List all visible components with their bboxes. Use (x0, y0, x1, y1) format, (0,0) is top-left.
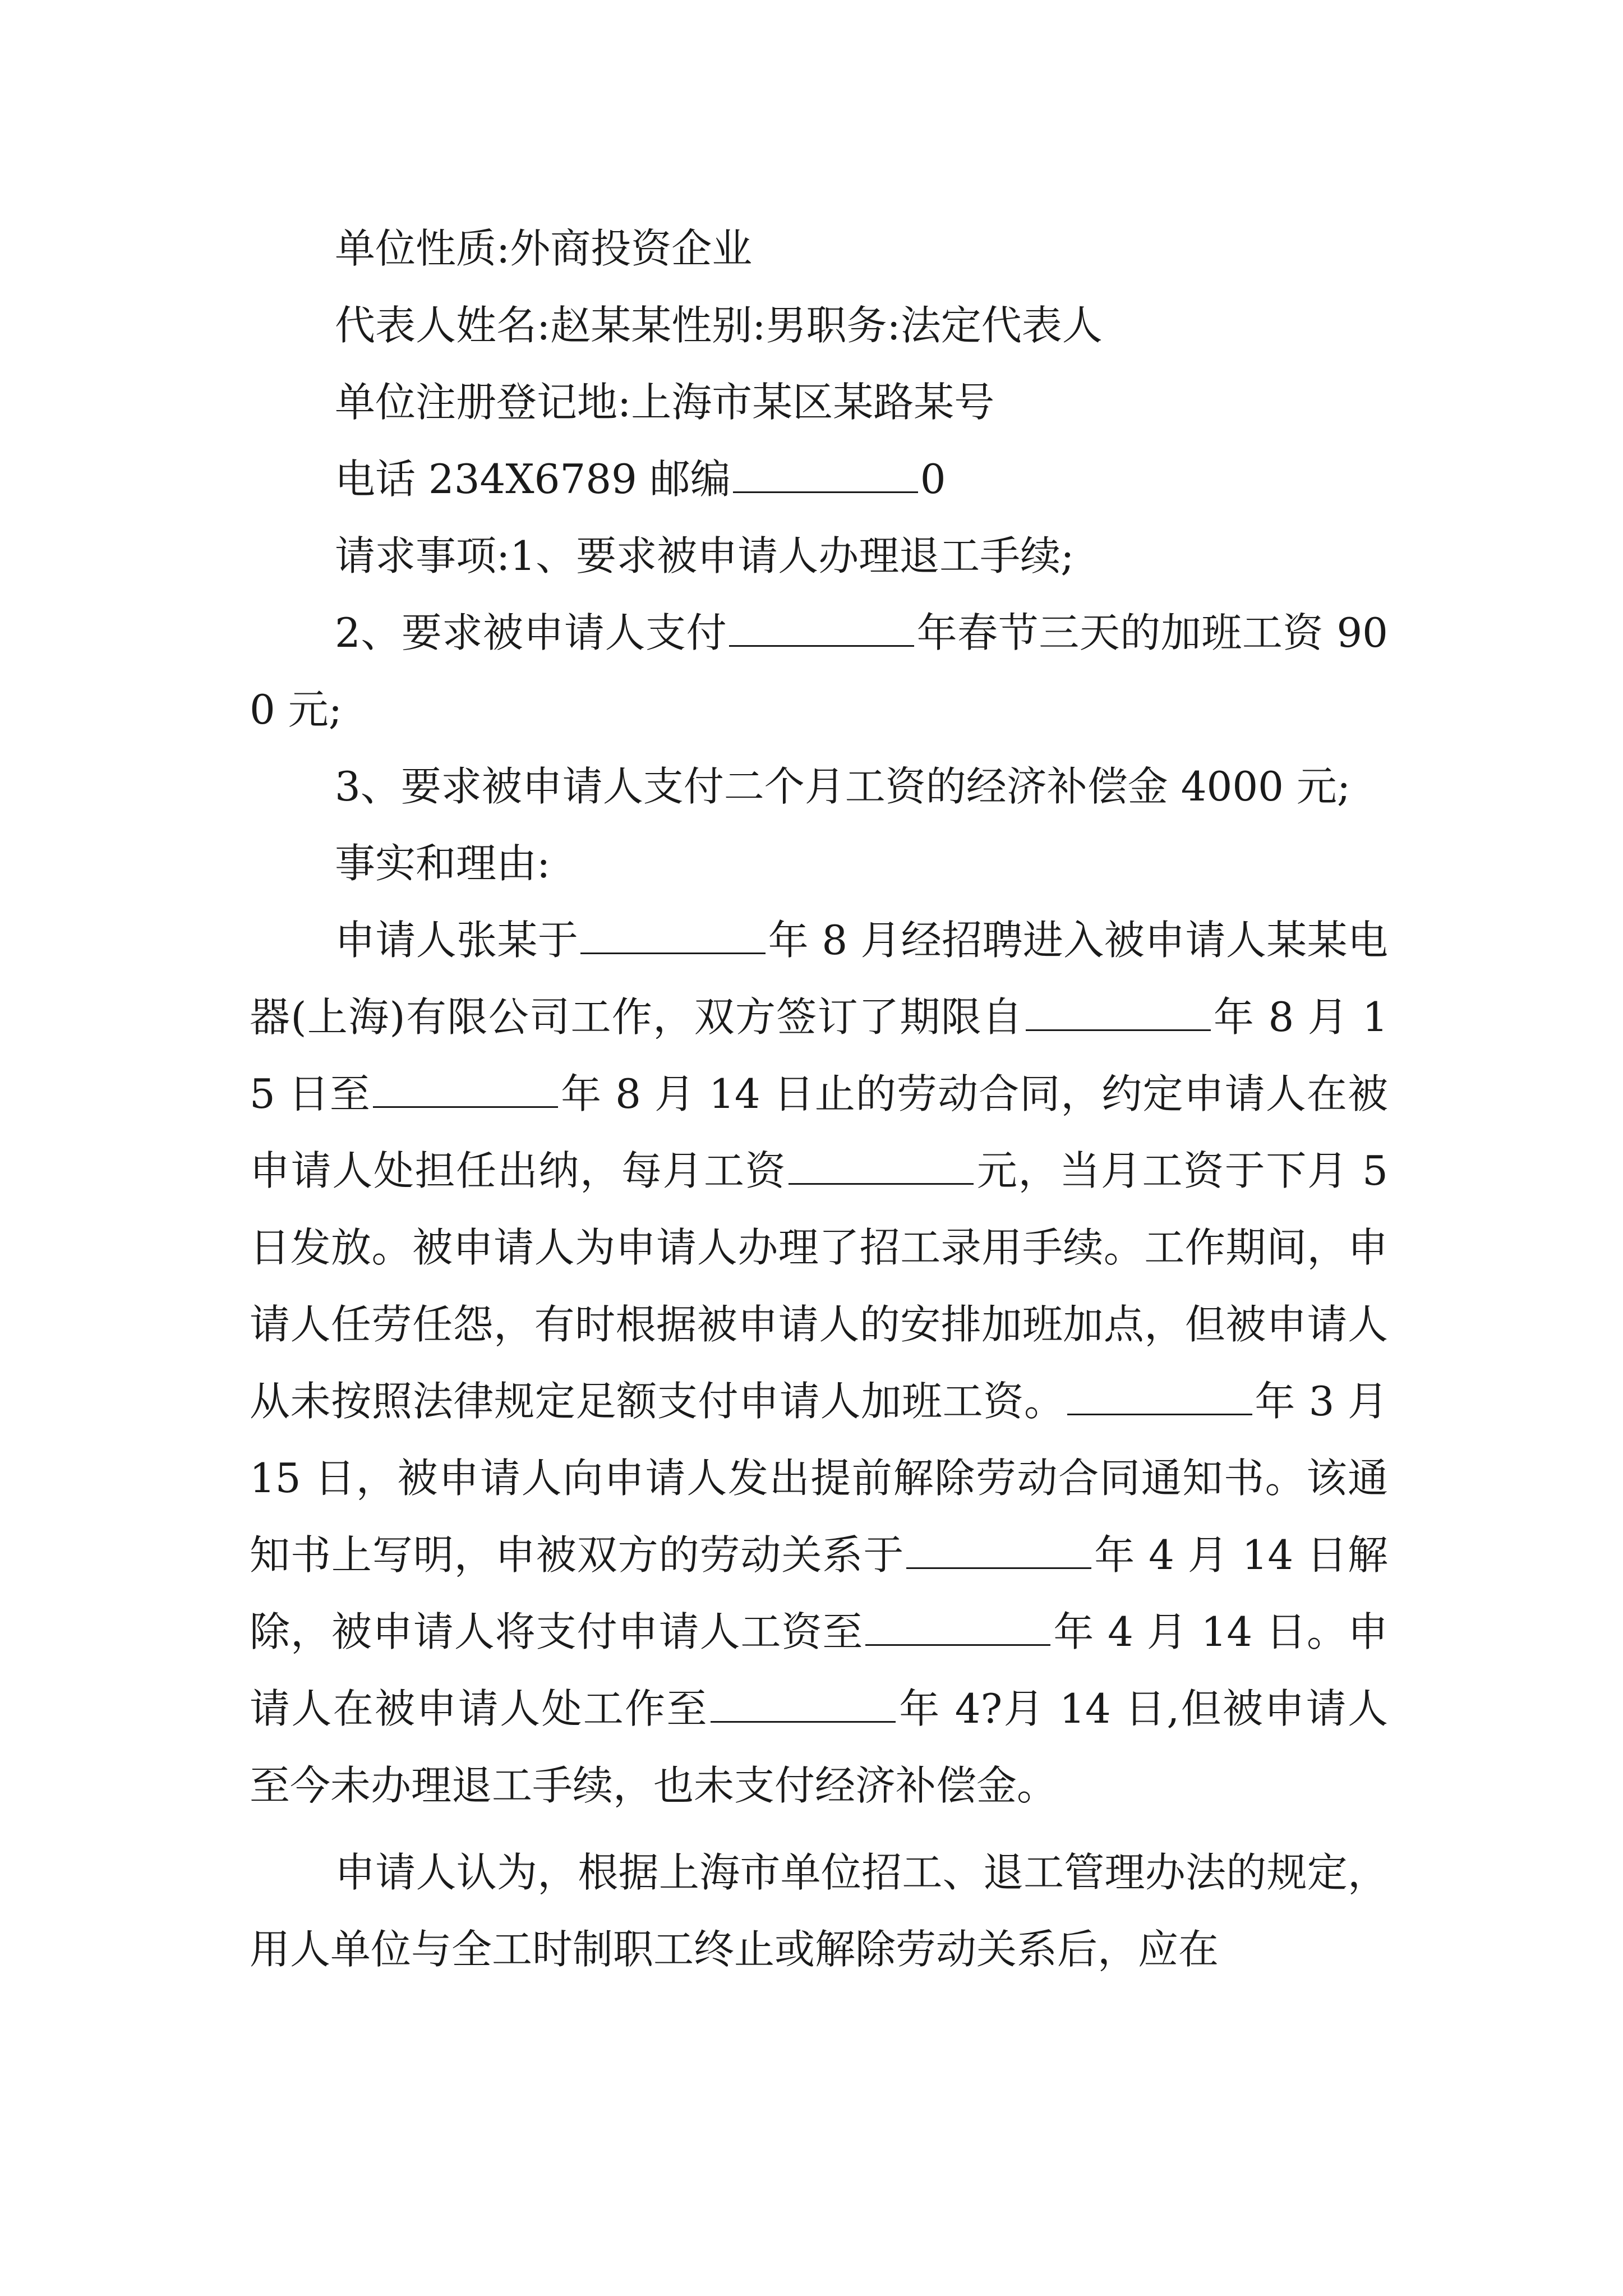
facts-seg-8: 年 4 月 14 日。申请人在被申请人处工作至 (250, 1608, 1388, 1732)
representative-line (250, 287, 1388, 364)
year-blank (1067, 1413, 1252, 1415)
registration-address-text: 单位注册登记地:上海市某区某路某号 (335, 379, 995, 426)
year-blank (906, 1567, 1091, 1569)
facts-seg-5: 元，当月工资于下月 5 日发放。被申请人为申请人办理了招工录用手续。工作期间，申请人任劳任怨，有时根据被申请人的安排加班加点，但被申请人从未按照法律规定足额支付申请人加班工资。 (250, 1147, 1388, 1425)
request-item-2-text-a: 2、要求被申请人支付 (335, 609, 727, 656)
facts-seg-9: 年 4?月 14 日,但被申请人至今未办理退工手续，也未支付经济补偿金。 (250, 1685, 1388, 1809)
facts-seg-2: 年 8 月经招聘进入被申请人某某电器(上海)有限公司工作，双方签订了期限自 (250, 917, 1388, 1041)
year-blank (711, 1720, 896, 1723)
facts-heading-text: 事实和理由: (335, 840, 551, 887)
paragraph-spacer (250, 1824, 1388, 1834)
year-blank (580, 952, 766, 954)
request-item-3 (250, 748, 1388, 825)
request-item-2 (250, 595, 1388, 748)
year-blank (865, 1644, 1050, 1646)
document-page (250, 210, 1388, 1988)
year-blank (1026, 1029, 1211, 1031)
request-item-2-text-b: 年春节三天的加班工资 900 元; (250, 609, 1388, 733)
facts-seg-4: 年 8 月 14 日止的劳动合同，约定申请人在被申请人处担任出纳，每月工资 (250, 1070, 1388, 1194)
postcode-blank (733, 491, 918, 493)
unit-nature-text: 单位性质:外商投资企业 (335, 225, 753, 272)
unit-nature-line (250, 210, 1388, 287)
phone-text: 电话 234X6789 邮编 (335, 455, 731, 503)
facts-seg-3: 年 8 月 15 日至 (250, 993, 1388, 1117)
request-item-1 (250, 518, 1388, 595)
facts-heading (250, 825, 1388, 902)
postcode-suffix: 0 (920, 455, 946, 503)
phone-postcode-line (250, 441, 1388, 518)
facts-seg-1: 申请人张某于 (335, 917, 579, 964)
request-item-3-text: 3、要求被申请人支付二个月工资的经济补偿金 4000 元; (335, 763, 1351, 810)
opinion-text: 申请人认为，根据上海市单位招工、退工管理办法的规定，用人单位与全工时制职工终止或解除劳动关系后，应在 (250, 1849, 1388, 1973)
opinion-paragraph (250, 1834, 1388, 1988)
facts-paragraph (250, 902, 1388, 1824)
year-blank (729, 645, 914, 647)
year-blank (373, 1106, 558, 1108)
request-item-1-text: 请求事项:1、要求被申请人办理退工手续; (335, 532, 1075, 579)
facts-seg-6: 年 3 月 15 日，被申请人向申请人发出提前解除劳动合同通知书。该通知书上写明，申被双方的劳动关系于 (250, 1378, 1388, 1579)
salary-blank (789, 1182, 974, 1185)
registration-address-line (250, 364, 1388, 441)
facts-seg-7: 年 4 月 14 日解除，被申请人将支付申请人工资至 (250, 1531, 1388, 1655)
representative-text: 代表人姓名:赵某某性别:男职务:法定代表人 (335, 302, 1103, 349)
